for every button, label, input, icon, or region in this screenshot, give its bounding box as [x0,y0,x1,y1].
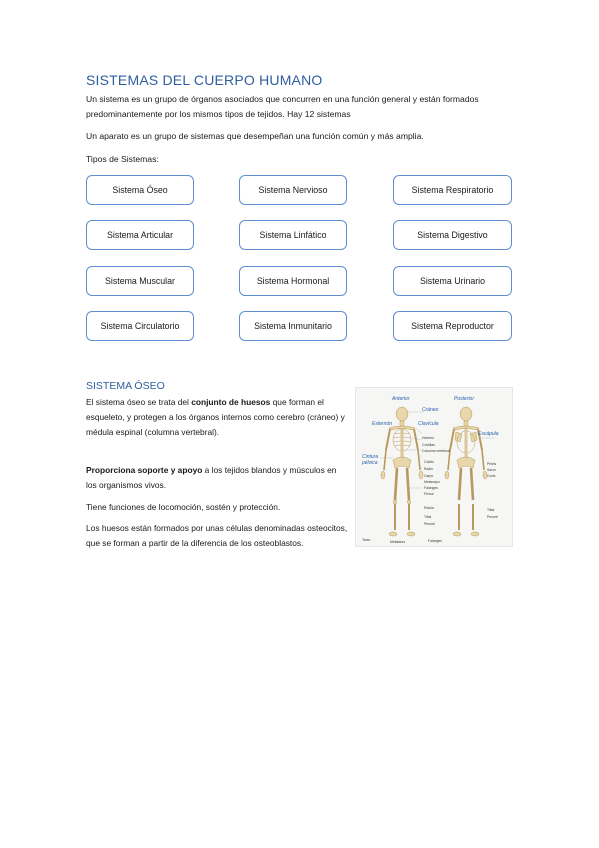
label-perone: Peroné [424,522,435,526]
label-craneo: Cráneo [422,407,439,413]
section-paragraph-4: Los huesos están formados por unas células denominadas osteocitos, que se forman a partir de la diferencia de los osteoblastos. [86,523,348,548]
label-radio: Radio [424,467,433,471]
label-coxis-posterior: Coxis [487,474,496,478]
label-femur: Fémur [424,492,434,496]
label-costillas: Costillas [422,443,435,447]
label-cubito: Cúbito [424,460,434,464]
label-escapula: Escápula [478,431,499,437]
label-anterior: Anterior [392,396,410,402]
label-sacro-posterior: Sacro [487,468,496,472]
label-metatarso: Metatarso [390,540,406,544]
system-box-linfatico: Sistema Linfático [239,220,347,250]
system-box-muscular: Sistema Muscular [86,266,194,296]
system-box-oseo: Sistema Óseo [86,175,194,205]
system-box-nervioso: Sistema Nervioso [239,175,347,205]
system-box-inmunitario: Sistema Inmunitario [239,311,347,341]
intro-system-definition: Un sistema es un grupo de órganos asociados que concurren en una función general y están formados predominantemente por los mismos tipos de tejidos. Hay 12 sistemas [86,94,479,119]
label-tarso: Tarso [362,538,371,542]
label-posterior: Posterior [454,396,475,402]
label-perone-posterior: Peroné [487,515,498,519]
label-rotula: Rótula [424,506,434,510]
section-paragraph-1: El sistema óseo se trata del conjunto de huesos que forman el esqueleto, y protegen a los órganos internos como cerebro (cráneo) y médula espinal (columna vertebral). [86,397,345,437]
label-falanges: Falanges [424,486,438,490]
label-humero: Húmero [422,436,435,440]
label-esternon: Esternón [372,421,393,427]
label-tibia-posterior: Tibia [487,508,495,512]
system-box-hormonal: Sistema Hormonal [239,266,347,296]
label-tibia: Tibia [424,515,432,519]
section-heading: SISTEMA ÓSEO [86,380,165,392]
section-paragraph-2: Proporciona soporte y apoyo a los tejidos blandos y músculos en los organismos vivos. [86,465,337,490]
skeleton-figure [355,387,513,547]
page-title: SISTEMAS DEL CUERPO HUMANO [86,72,323,88]
section-paragraph-3: Tiene funciones de locomoción, sostén y protección. [86,502,281,512]
system-box-circulatorio: Sistema Circulatorio [86,311,194,341]
system-box-digestivo: Sistema Digestivo [393,220,512,250]
system-box-urinario: Sistema Urinario [393,266,512,296]
label-metacarpo: Metacarpo [424,480,441,484]
intro-apparatus-definition: Un aparato es un grupo de sistemas que desempeñan una función común y más amplia. [86,131,424,141]
label-columna: Columna vertebral [422,449,450,453]
label-cintura-pelvica: Cintura pélvica [362,454,379,466]
label-carpo: Carpo [424,474,434,478]
label-falanges-pie: Falanges [428,539,442,543]
system-box-reproductor: Sistema Reproductor [393,311,512,341]
systems-types-label: Tipos de Sistemas: [86,154,159,164]
label-clavicula: Clavícula [418,421,439,427]
system-box-articular: Sistema Articular [86,220,194,250]
label-pelvis-posterior: Pelvis [487,462,497,466]
system-box-respiratorio: Sistema Respiratorio [393,175,512,205]
